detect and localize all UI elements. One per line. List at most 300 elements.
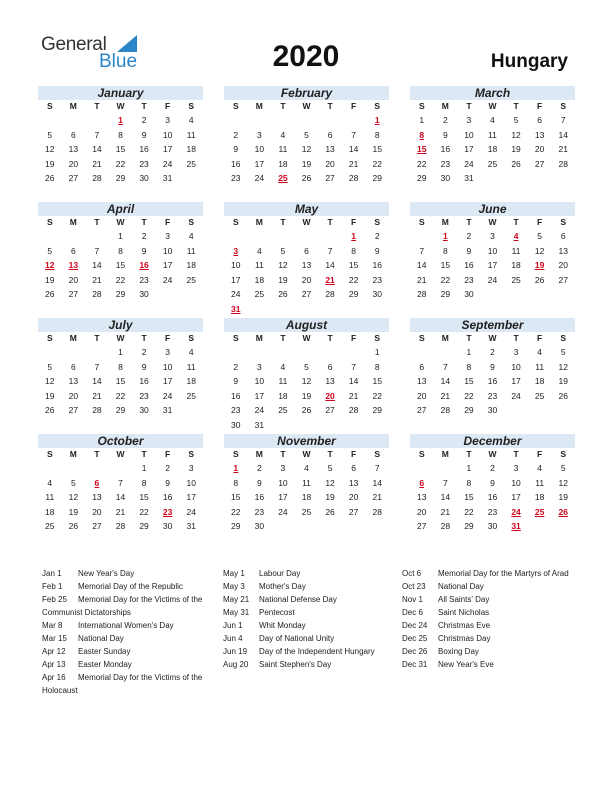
- day-cell: 23: [231, 173, 241, 183]
- empty-cell: [481, 171, 505, 186]
- day-cell: 5: [560, 347, 566, 357]
- day-cell: 23: [139, 158, 149, 169]
- month-title: January: [38, 86, 203, 100]
- holiday-name: Whit Monday: [259, 621, 306, 630]
- day-cell: 22: [115, 158, 126, 169]
- day-cell: 31: [186, 521, 196, 531]
- day-cell: 11: [488, 129, 497, 140]
- holiday-name: Memorial Day for the Martyrs of Arad: [438, 569, 569, 578]
- day-cell: 3: [165, 347, 170, 357]
- day-cell: 19: [45, 158, 55, 169]
- empty-cell: [528, 287, 552, 302]
- week-row: [38, 244, 203, 259]
- holiday-item: [223, 619, 401, 632]
- day-cell: 3: [188, 463, 194, 473]
- holiday-item: [223, 580, 401, 593]
- day-cell: 6: [537, 115, 542, 125]
- weekday-label: T: [466, 101, 472, 111]
- day-cell: 29: [464, 521, 474, 531]
- holiday-item: [42, 645, 222, 658]
- day-cell: 31: [162, 405, 173, 415]
- holiday-date-label: May 31: [223, 608, 250, 617]
- day-cell: 23: [139, 390, 149, 401]
- day-cell: 28: [440, 521, 451, 531]
- weekday-label: T: [94, 101, 100, 111]
- weekday-label: F: [537, 449, 543, 459]
- day-cell: 11: [186, 245, 196, 256]
- holiday-name: All Saints' Day: [438, 595, 490, 604]
- holiday-date: 13: [68, 260, 79, 270]
- holiday-date: 1: [118, 115, 123, 125]
- day-cell: 9: [141, 361, 147, 372]
- day-cell: 12: [325, 477, 335, 488]
- day-cell: 7: [442, 477, 448, 488]
- weekday-label: S: [560, 449, 567, 459]
- holiday-date: 23: [162, 506, 173, 517]
- day-cell: 15: [440, 260, 451, 270]
- holiday-date: 1: [374, 115, 380, 125]
- holiday-date: 6: [94, 477, 100, 488]
- weekday-label: S: [232, 449, 239, 459]
- weekday-label: S: [46, 217, 53, 227]
- holiday-date: 24: [511, 506, 521, 517]
- day-cell: 29: [115, 173, 126, 183]
- empty-cell: [342, 302, 366, 317]
- day-cell: 2: [233, 361, 239, 372]
- week-row: [38, 287, 203, 302]
- day-cell: 6: [560, 231, 566, 241]
- day-cell: 22: [231, 506, 241, 517]
- empty-cell: [318, 418, 342, 433]
- day-cell: 15: [464, 376, 474, 386]
- day-cell: 20: [68, 274, 79, 285]
- holiday-date: 3: [233, 245, 239, 256]
- day-cell: 20: [325, 158, 335, 169]
- day-cell: 12: [511, 129, 521, 140]
- day-cell: 22: [139, 506, 149, 517]
- day-cell: 6: [70, 245, 76, 256]
- day-cell: 6: [70, 361, 76, 372]
- week-row: [410, 519, 575, 534]
- day-cell: 14: [440, 376, 451, 386]
- day-cell: 15: [372, 376, 382, 386]
- holiday-date: 26: [558, 506, 568, 517]
- holiday-item: [223, 632, 401, 645]
- weekday-header: [410, 216, 575, 229]
- day-cell: 14: [558, 129, 568, 140]
- empty-cell: [62, 461, 86, 476]
- day-cell: 11: [278, 144, 288, 154]
- day-cell: 5: [47, 129, 53, 140]
- weekday-label: S: [46, 449, 53, 459]
- month-title: October: [38, 434, 203, 448]
- holiday-item: [42, 593, 222, 619]
- week-row: [410, 258, 575, 273]
- day-cell: 23: [254, 506, 265, 517]
- day-cell: 21: [440, 390, 451, 401]
- week-row: [224, 273, 389, 288]
- day-cell: 9: [374, 245, 380, 256]
- day-cell: 11: [254, 260, 264, 270]
- day-cell: 2: [490, 463, 495, 473]
- day-cell: 27: [325, 173, 335, 183]
- day-cell: 25: [186, 158, 196, 169]
- day-cell: 9: [490, 361, 495, 372]
- week-row: [38, 461, 203, 476]
- day-cell: 29: [348, 289, 359, 299]
- empty-cell: [248, 345, 272, 360]
- day-cell: 22: [372, 390, 382, 401]
- day-cell: 15: [115, 376, 126, 386]
- day-cell: 17: [162, 260, 173, 270]
- holiday-date-label: Jun 1: [223, 621, 243, 630]
- day-cell: 13: [348, 477, 359, 488]
- day-cell: 21: [348, 158, 359, 169]
- day-cell: 25: [278, 405, 288, 415]
- holiday-name: National Defense Day: [259, 595, 337, 604]
- empty-cell: [295, 302, 319, 317]
- week-row: [224, 345, 389, 360]
- calendar-year: 2020: [272, 40, 340, 73]
- empty-cell: [528, 171, 552, 186]
- holiday-date: 16: [139, 260, 149, 270]
- weekday-label: S: [560, 101, 567, 111]
- empty-cell: [504, 287, 528, 302]
- day-cell: 16: [464, 260, 474, 270]
- weekday-label: T: [327, 333, 333, 343]
- day-cell: 8: [233, 477, 239, 488]
- day-cell: 16: [231, 158, 241, 169]
- month-title: July: [38, 318, 203, 332]
- day-cell: 1: [419, 115, 425, 125]
- day-cell: 8: [118, 129, 123, 140]
- weekday-label: S: [374, 449, 381, 459]
- day-cell: 7: [94, 245, 100, 256]
- day-cell: 29: [115, 289, 126, 299]
- holiday-item: [402, 593, 582, 606]
- weekday-label: F: [351, 217, 357, 227]
- day-cell: 30: [487, 521, 498, 531]
- holiday-date: 6: [419, 477, 425, 488]
- weekday-header: [224, 332, 389, 345]
- day-cell: 4: [256, 245, 262, 256]
- day-cell: 4: [490, 115, 495, 125]
- day-cell: 12: [45, 144, 55, 154]
- holiday-name: Memorial Day for the Victims of the Holocaust: [42, 673, 203, 695]
- month-title: March: [410, 86, 575, 100]
- day-cell: 12: [558, 477, 568, 488]
- day-cell: 22: [348, 274, 359, 285]
- empty-cell: [295, 519, 319, 534]
- empty-cell: [481, 287, 505, 302]
- week-row: [38, 128, 203, 143]
- day-cell: 14: [372, 477, 382, 488]
- holiday-date: 15: [417, 144, 427, 154]
- day-cell: 28: [325, 289, 335, 299]
- day-cell: 9: [141, 129, 147, 140]
- week-row: [224, 128, 389, 143]
- holiday-item: [402, 580, 582, 593]
- holiday-name: Saint Stephen's Day: [259, 660, 332, 669]
- holiday-item: [42, 658, 222, 671]
- weekday-label: F: [351, 101, 357, 111]
- day-cell: 24: [186, 506, 196, 517]
- day-cell: 20: [558, 260, 568, 270]
- day-cell: 14: [348, 376, 359, 386]
- day-cell: 15: [464, 492, 474, 502]
- empty-cell: [318, 519, 342, 534]
- month-title: June: [410, 202, 575, 216]
- empty-cell: [295, 229, 319, 244]
- empty-cell: [109, 461, 133, 476]
- day-cell: 21: [92, 158, 102, 169]
- day-cell: 9: [233, 144, 239, 154]
- holiday-item: [402, 632, 582, 645]
- holiday-name: Memorial Day of the Republic: [78, 582, 183, 591]
- week-row: [224, 374, 389, 389]
- holiday-date: 1: [442, 231, 448, 241]
- day-cell: 22: [115, 390, 126, 401]
- weekday-label: T: [94, 333, 100, 343]
- day-cell: 30: [372, 289, 382, 299]
- day-cell: 6: [419, 361, 425, 372]
- week-row: [224, 360, 389, 375]
- week-row: [224, 389, 389, 404]
- day-cell: 19: [511, 144, 521, 154]
- day-cell: 17: [162, 376, 173, 386]
- empty-cell: [38, 461, 62, 476]
- weekday-label: M: [441, 333, 449, 343]
- day-cell: 13: [325, 376, 335, 386]
- day-cell: 3: [280, 463, 286, 473]
- day-cell: 9: [141, 245, 147, 256]
- day-cell: 2: [141, 347, 147, 357]
- day-cell: 20: [348, 492, 359, 502]
- day-cell: 20: [68, 158, 79, 169]
- day-cell: 26: [511, 158, 521, 169]
- weekday-label: W: [302, 217, 311, 227]
- day-cell: 11: [278, 376, 288, 386]
- empty-cell: [342, 345, 366, 360]
- day-cell: 15: [372, 144, 382, 154]
- day-cell: 29: [417, 173, 427, 183]
- month-february: [224, 86, 389, 202]
- holiday-date: 31: [511, 521, 521, 531]
- week-row: [224, 302, 389, 317]
- empty-cell: [551, 403, 575, 418]
- day-cell: 24: [464, 158, 474, 169]
- day-cell: 20: [68, 390, 79, 401]
- empty-cell: [318, 302, 342, 317]
- day-cell: 11: [186, 129, 196, 140]
- empty-cell: [295, 113, 319, 128]
- day-cell: 27: [558, 274, 568, 285]
- day-cell: 15: [139, 492, 149, 502]
- day-cell: 8: [442, 245, 448, 256]
- holiday-name: National Day: [78, 634, 124, 643]
- holiday-name: National Day: [438, 582, 484, 591]
- day-cell: 26: [45, 173, 55, 183]
- logo-text-general: General: [41, 34, 107, 55]
- day-cell: 28: [92, 405, 102, 415]
- weekday-label: T: [513, 449, 519, 459]
- empty-cell: [271, 519, 295, 534]
- day-cell: 11: [45, 492, 55, 502]
- day-cell: 18: [534, 492, 545, 502]
- day-cell: 27: [68, 405, 79, 415]
- weekday-label: S: [418, 449, 425, 459]
- day-cell: 28: [348, 173, 359, 183]
- day-cell: 8: [141, 477, 147, 488]
- holiday-date-label: Nov 1: [402, 595, 423, 604]
- week-row: [38, 258, 203, 273]
- day-cell: 7: [560, 115, 566, 125]
- day-cell: 13: [68, 144, 79, 154]
- weekday-label: S: [232, 333, 239, 343]
- empty-cell: [38, 345, 62, 360]
- day-cell: 7: [419, 245, 425, 256]
- weekday-label: T: [327, 101, 333, 111]
- day-cell: 22: [372, 158, 382, 169]
- day-cell: 6: [304, 245, 309, 256]
- day-cell: 15: [231, 492, 241, 502]
- month-september: [410, 318, 575, 434]
- holiday-name: Easter Sunday: [78, 647, 131, 656]
- day-cell: 29: [372, 405, 382, 415]
- day-cell: 30: [254, 521, 265, 531]
- day-cell: 5: [537, 231, 542, 241]
- weekday-label: T: [141, 333, 147, 343]
- day-cell: 20: [534, 144, 545, 154]
- day-cell: 3: [165, 115, 170, 125]
- day-cell: 21: [348, 390, 359, 401]
- weekday-label: F: [537, 217, 543, 227]
- month-april: [38, 202, 203, 318]
- month-title: November: [224, 434, 389, 448]
- day-cell: 14: [325, 260, 335, 270]
- week-row: [38, 403, 203, 418]
- week-row: [410, 171, 575, 186]
- week-row: [38, 360, 203, 375]
- day-cell: 27: [348, 506, 359, 517]
- day-cell: 26: [534, 274, 545, 285]
- day-cell: 29: [139, 521, 149, 531]
- day-cell: 17: [231, 274, 241, 285]
- holiday-name: Pentecost: [259, 608, 295, 617]
- holiday-date-label: Jan 1: [42, 569, 62, 578]
- holiday-name: Memorial Day for the Victims of the Communist Dictatorships: [42, 595, 203, 617]
- empty-cell: [551, 171, 575, 186]
- day-cell: 31: [162, 173, 173, 183]
- week-row: [224, 113, 389, 128]
- day-cell: 9: [165, 477, 170, 488]
- holiday-item: [223, 606, 401, 619]
- day-cell: 17: [511, 376, 521, 386]
- day-cell: 27: [325, 405, 335, 415]
- day-cell: 20: [417, 506, 427, 517]
- weekday-label: S: [374, 101, 381, 111]
- day-cell: 1: [374, 347, 380, 357]
- holiday-date-label: May 3: [223, 582, 245, 591]
- day-cell: 29: [464, 405, 474, 415]
- day-cell: 29: [440, 289, 451, 299]
- empty-cell: [179, 287, 203, 302]
- day-cell: 30: [139, 173, 149, 183]
- month-title: December: [410, 434, 575, 448]
- day-cell: 18: [278, 390, 288, 401]
- day-cell: 12: [68, 492, 79, 502]
- empty-cell: [434, 345, 458, 360]
- weekday-label: T: [94, 217, 100, 227]
- week-row: [410, 490, 575, 505]
- weekday-label: W: [302, 449, 311, 459]
- day-cell: 8: [374, 361, 380, 372]
- weekday-label: S: [418, 333, 425, 343]
- holiday-date-label: Dec 24: [402, 621, 428, 630]
- day-cell: 27: [417, 405, 427, 415]
- holiday-date: 1: [351, 231, 356, 241]
- weekday-label: T: [466, 333, 472, 343]
- weekday-label: T: [513, 333, 519, 343]
- day-cell: 22: [464, 390, 474, 401]
- day-cell: 3: [513, 463, 519, 473]
- weekday-label: T: [141, 449, 147, 459]
- empty-cell: [342, 519, 366, 534]
- holiday-date-label: Oct 23: [402, 582, 426, 591]
- day-cell: 29: [115, 405, 126, 415]
- day-cell: 11: [535, 477, 545, 488]
- holiday-date-label: Apr 16: [42, 673, 66, 682]
- weekday-label: T: [466, 449, 472, 459]
- week-row: [38, 505, 203, 520]
- day-cell: 14: [92, 260, 102, 270]
- empty-cell: [248, 302, 272, 317]
- day-cell: 25: [45, 521, 55, 531]
- empty-cell: [179, 403, 203, 418]
- day-cell: 5: [513, 115, 519, 125]
- day-cell: 28: [348, 405, 359, 415]
- day-cell: 10: [254, 144, 265, 154]
- weekday-label: S: [232, 217, 239, 227]
- day-cell: 7: [327, 245, 333, 256]
- month-june: [410, 202, 575, 318]
- holiday-name: Christmas Day: [438, 634, 491, 643]
- day-cell: 22: [417, 158, 427, 169]
- day-cell: 10: [186, 477, 196, 488]
- holiday-item: [402, 658, 582, 671]
- day-cell: 27: [417, 521, 427, 531]
- day-cell: 14: [92, 376, 102, 386]
- day-cell: 4: [188, 347, 194, 357]
- week-row: [410, 244, 575, 259]
- empty-cell: [410, 229, 434, 244]
- empty-cell: [179, 171, 203, 186]
- month-october: [38, 434, 203, 550]
- day-cell: 26: [45, 405, 55, 415]
- holiday-date-label: Apr 13: [42, 660, 66, 669]
- day-cell: 23: [139, 274, 149, 285]
- weekday-label: S: [374, 333, 381, 343]
- empty-cell: [224, 345, 248, 360]
- day-cell: 18: [487, 144, 498, 154]
- day-cell: 14: [440, 492, 451, 502]
- day-cell: 27: [92, 521, 102, 531]
- holiday-name: Saint Nicholas: [438, 608, 490, 617]
- empty-cell: [271, 113, 295, 128]
- day-cell: 10: [487, 245, 498, 256]
- day-cell: 18: [278, 158, 288, 169]
- empty-cell: [528, 403, 552, 418]
